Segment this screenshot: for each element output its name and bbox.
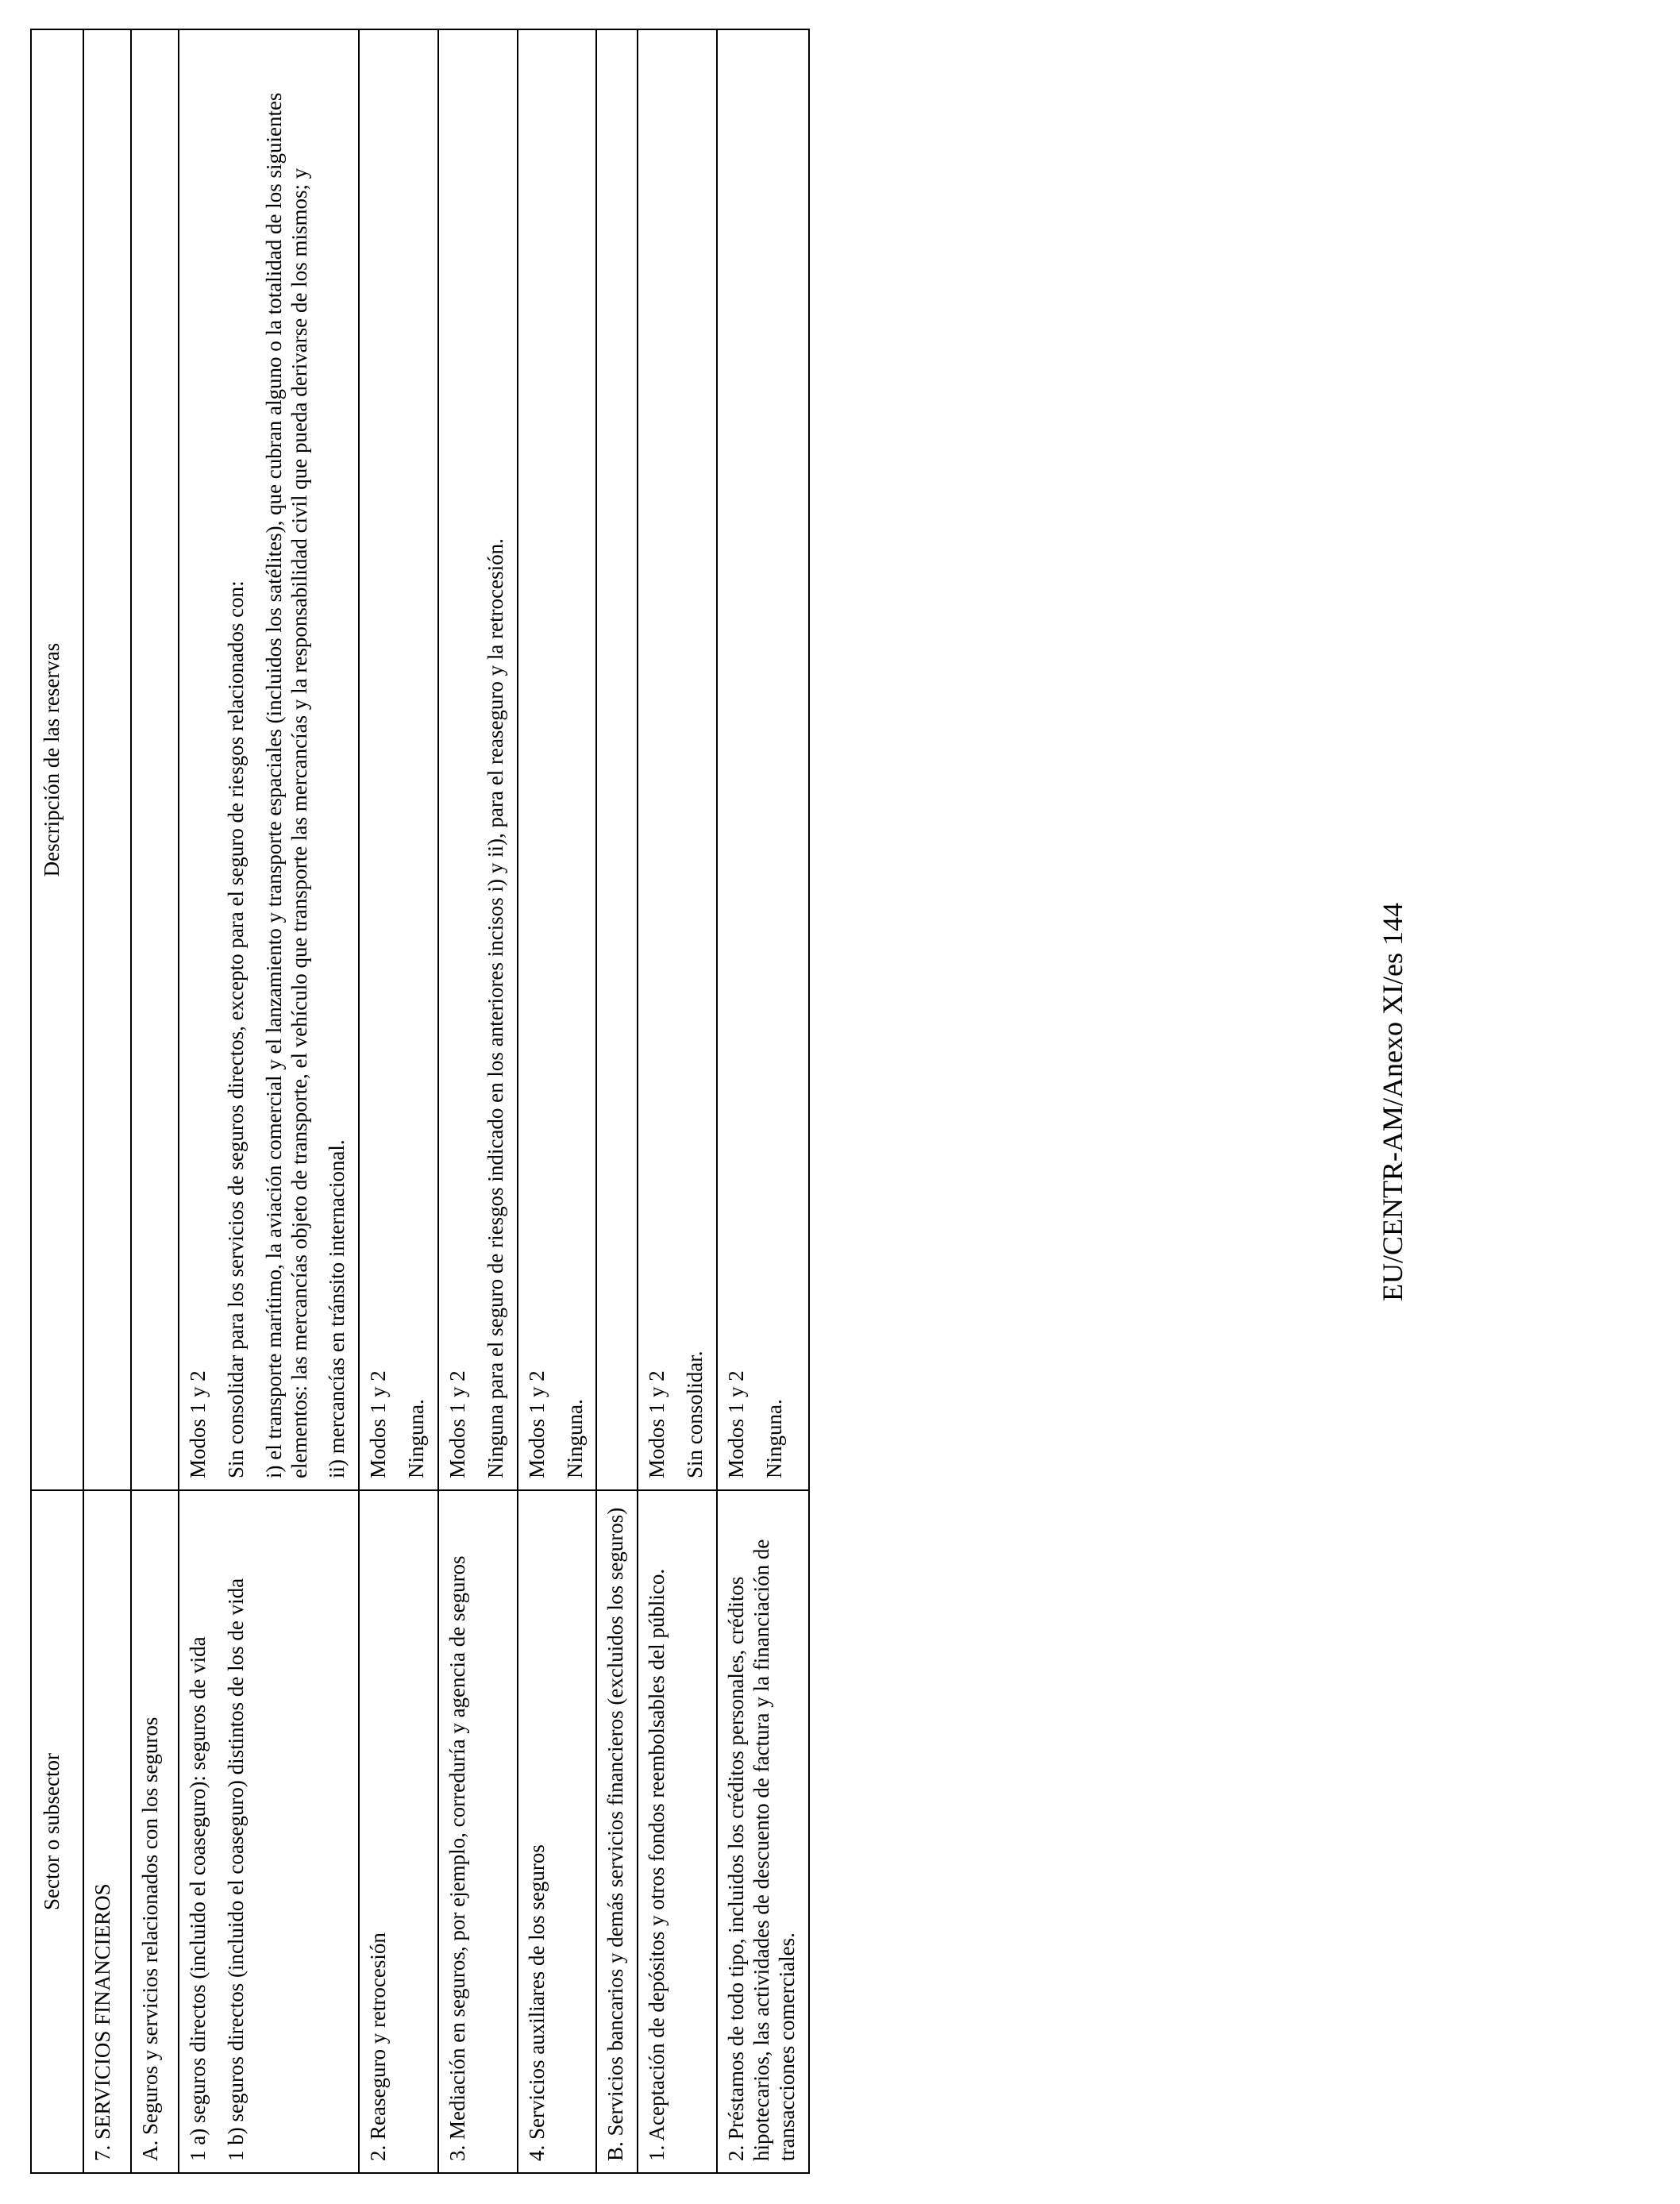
description-cell: [596, 29, 638, 1490]
sector-text: 1. Aceptación de depósitos y otros fondos reembolsables del público.: [645, 1568, 669, 2161]
description-text: Ninguna.: [562, 1399, 587, 1478]
sector-text: 2. Préstamos de todo tipo, incluidos los créditos personales, créditos hipotecarios, las actividades de descuento de factura y la financiación de transacciones comerciales.: [724, 1539, 799, 2161]
table-row: [518, 29, 597, 2173]
sector-cell: [438, 1490, 518, 2173]
page-footer: EU/CENTR-AM/Anexo XI/es 144: [1377, 903, 1408, 1301]
sector-text: 2. Reaseguro y retrocesión: [366, 1932, 391, 2161]
description-text: Modos 1 y 2: [186, 1370, 210, 1478]
description-text: Modos 1 y 2: [645, 1370, 669, 1478]
header-description: Descripción de las reservas: [31, 29, 83, 1490]
description-text: ii) mercancías en tránsito internacional.: [325, 1139, 349, 1478]
description-text: Ninguna para el seguro de riesgos indicado en los anteriores incisos i) y ii), para el reaseguro y la retrocesión.: [483, 538, 507, 1478]
description-cell: [518, 29, 597, 1490]
sector-text: 3. Mediación en seguros, por ejemplo, correduría y agencia de seguros: [445, 1555, 470, 2161]
description-text: Ninguna.: [761, 1399, 786, 1478]
sector-cell: [131, 1490, 179, 2173]
description-cell: [717, 29, 809, 1490]
description-cell: [179, 29, 359, 1490]
description-cell: [638, 29, 717, 1490]
description-cell: [359, 29, 438, 1490]
sector-text: 1 a) seguros directos (incluido el coaseguro): seguros de vida: [186, 1636, 210, 2161]
description-text: Sin consolidar para los servicios de seguros directos, excepto para el seguro de riesgos relacionados con:: [223, 580, 248, 1478]
reservations-table: [30, 29, 810, 2174]
table-row: [179, 29, 359, 2173]
sector-cell: [717, 1490, 809, 2173]
description-text: Sin consolidar.: [683, 1351, 707, 1478]
sector-text: 7. SERVICIOS FINANCIEROS: [91, 1883, 114, 2161]
description-text: Modos 1 y 2: [445, 1370, 470, 1478]
description-text: Modos 1 y 2: [366, 1370, 391, 1478]
description-text: Ninguna.: [404, 1399, 429, 1478]
table-header-row: [31, 29, 83, 2173]
description-text: Modos 1 y 2: [724, 1370, 749, 1478]
sector-cell: [359, 1490, 438, 2173]
table-row: [438, 29, 518, 2173]
sector-cell: [83, 1490, 131, 2173]
header-sector: Sector o subsector: [31, 1490, 83, 2173]
sector-text: A. Seguros y servicios relacionados con los seguros: [138, 1717, 162, 2161]
table-row: [596, 29, 638, 2173]
sector-text: 1 b) seguros directos (incluido el coaseguro) distintos de los de vida: [223, 1578, 248, 2161]
description-cell: [438, 29, 518, 1490]
description-text: Modos 1 y 2: [524, 1370, 549, 1478]
description-cell: [131, 29, 179, 1490]
sector-text: B. Servicios bancarios y demás servicios financieros (excluidos los seguros): [603, 1507, 628, 2161]
sector-text: 4. Servicios auxiliares de los seguros: [524, 1844, 549, 2161]
sector-cell: [596, 1490, 638, 2173]
table-row: [359, 29, 438, 2173]
description-cell: [83, 29, 131, 1490]
description-text: i) el transporte marítimo, la aviación comercial y el lanzamiento y transporte espaciales (incluidos los satélites), que cubran alguno o la totalidad de los siguientes elementos: las mercancías objeto de transporte, el vehículo que transporte las mercancías y la responsabilidad civil que pueda derivarse de los mismos; y: [261, 92, 311, 1478]
sector-cell: [179, 1490, 359, 2173]
table-row: [83, 29, 131, 2173]
table-row: [717, 29, 809, 2173]
sector-cell: [638, 1490, 717, 2173]
table-row: [131, 29, 179, 2173]
table-row: [638, 29, 717, 2173]
sector-cell: [518, 1490, 597, 2173]
